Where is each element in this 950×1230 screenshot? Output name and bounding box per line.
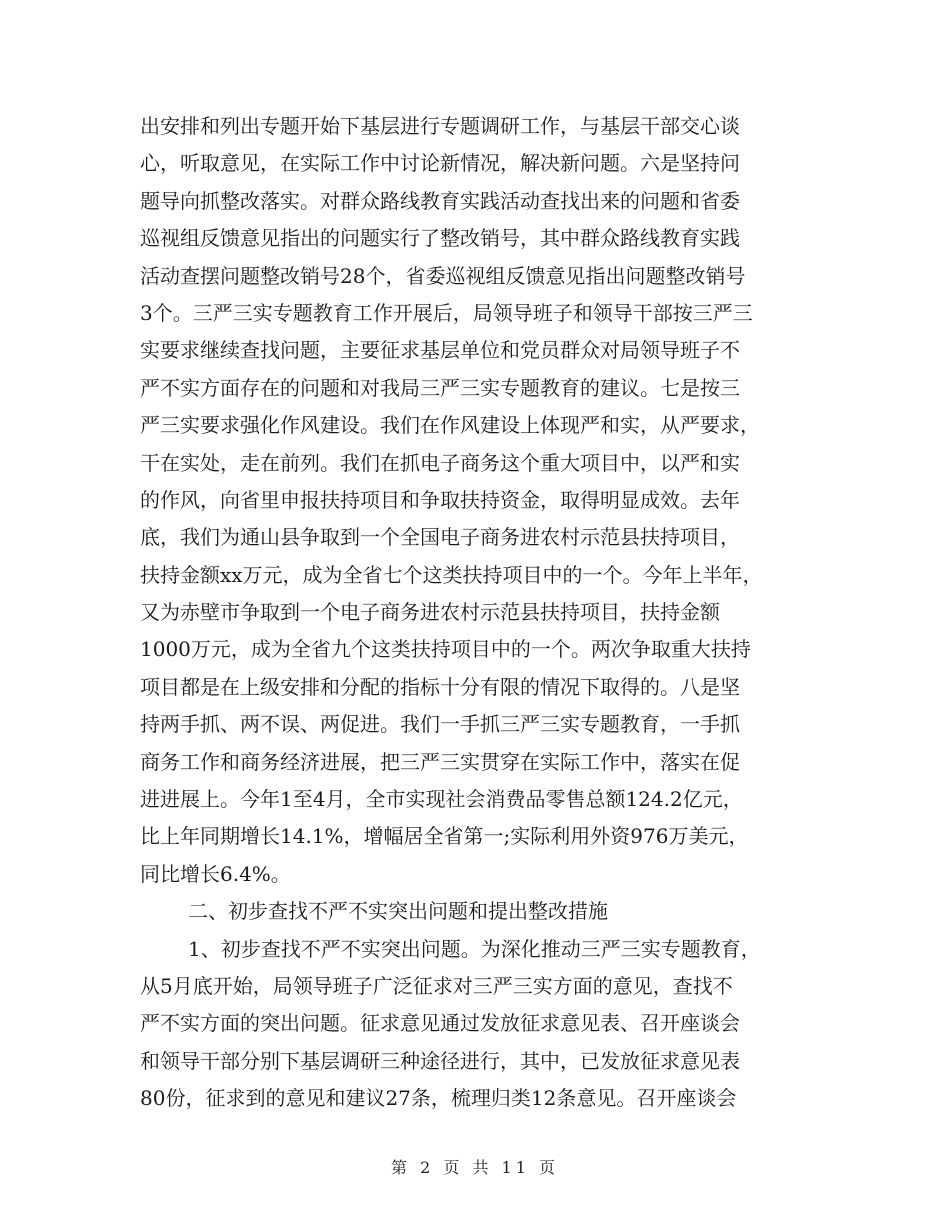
text-line: 扶持金额xx万元，成为全省七个这类扶持项目中的一个。今年上半年， [140,562,763,587]
text-line: 持两手抓、两不误、两促进。我们一手抓三严三实专题教育，一手抓 [140,712,740,737]
text-line: 严三实要求强化作风建设。我们在作风建设上体现严和实，从严要求， [140,413,760,438]
text-line: 的作风，向省里申报扶持项目和争取扶持资金，取得明显成效。去年 [140,487,740,512]
section-heading: 二、初步查找不严不实突出问题和提出整改措施 [188,899,608,924]
text-line: 心，听取意见，在实际工作中讨论新情况，解决新问题。六是坚持问 [140,151,740,176]
text-line: 从5月底开始，局领导班子广泛征求对三严三实方面的意见，查找不 [140,973,733,998]
text-line: 1000万元，成为全省九个这类扶持项目中的一个。两次争取重大扶持 [140,637,751,662]
text-line: 巡视组反馈意见指出的问题实行了整改销号，其中群众路线教育实践 [140,226,740,251]
text-line: 底，我们为通山县争取到一个全国电子商务进农村示范县扶持项目， [140,525,740,550]
text-line: 进进展上。今年1至4月，全市实现社会消费品零售总额124.2亿元， [140,787,743,812]
text-line: 活动查摆问题整改销号28个，省委巡视组反馈意见指出问题整改销号 [140,263,746,288]
text-line: 80份，征求到的意见和建议27条，梳理归类12条意见。召开座谈会 [140,1086,737,1111]
text-line: 实要求继续查找问题，主要征求基层单位和党员群众对局领导班子不 [140,338,740,363]
text-line: 题导向抓整改落实。对群众路线教育实践活动查找出来的问题和省委 [140,188,740,213]
text-line: 又为赤壁市争取到一个电子商务进农村示范县扶持项目，扶持金额 [140,600,720,625]
text-line: 严不实方面存在的问题和对我局三严三实专题教育的建议。七是按三 [140,375,740,400]
page-footer: 第 2 页 共 11 页 [391,1158,559,1177]
text-line: 商务工作和商务经济进展，把三严三实贯穿在实际工作中，落实在促 [140,749,740,774]
text-line: 和领导干部分别下基层调研三种途径进行，其中，已发放征求意见表 [140,1048,740,1073]
text-line: 严不实方面的突出问题。征求意见通过发放征求意见表、召开座谈会 [140,1011,740,1036]
body-text [140,108,820,1118]
text-line: 3个。三严三实专题教育工作开展后，局领导班子和领导干部按三严三 [140,300,753,325]
text-line: 比上年同期增长14.1%，增幅居全省第一;实际利用外资976万美元， [140,824,749,849]
text-line: 同比增长6.4%。 [140,861,291,886]
text-line: 干在实处，走在前列。我们在抓电子商务这个重大项目中，以严和实 [140,450,740,475]
text-line: 项目都是在上级安排和分配的指标十分有限的情况下取得的。八是坚 [140,674,740,699]
text-line: 出安排和列出专题开始下基层进行专题调研工作，与基层干部交心谈 [140,114,740,138]
text-line: 1、初步查找不严不实突出问题。为深化推动三严三实专题教育， [188,936,761,961]
